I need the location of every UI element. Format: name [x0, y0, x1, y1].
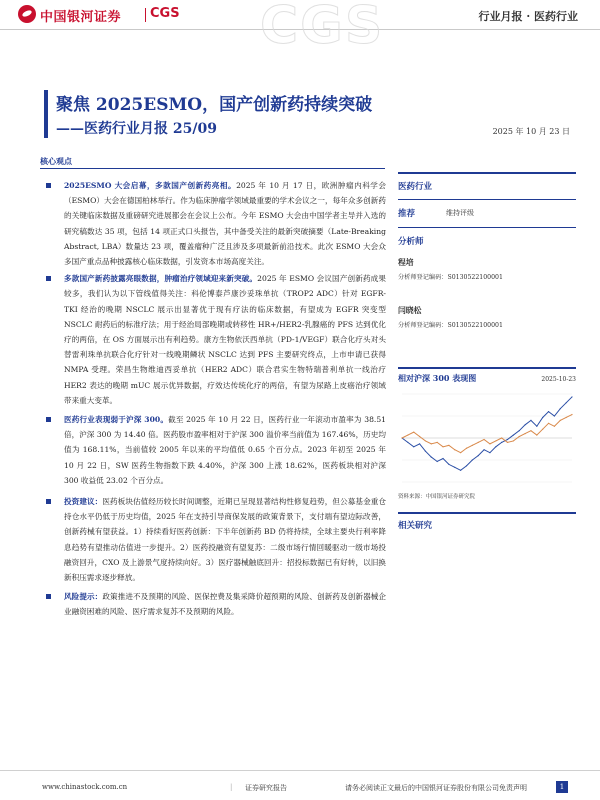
chart-point [431, 443, 432, 444]
chart-point [530, 430, 531, 431]
analyst-name: 程培 [398, 258, 414, 267]
chart-point [431, 456, 432, 457]
main-content [46, 178, 386, 620]
paragraph-esmo [46, 178, 386, 269]
chart-point [530, 420, 531, 421]
page-footer [0, 770, 600, 800]
paragraph-heading: 投资建议： [64, 497, 103, 507]
paragraph-body: 2025 年 ESMO 会议国产创新药成果较多，我们认为以下管线值得关注：科伦博泰芦康沙妥珠单抗（TROP2 ADC）针对 EGFR-TKI 经治的晚期 NSCLC 展示出显著优于现有疗法的临床数据，有望成为 EGFR 突变型 NSCLC 耐药后的标准疗法；用于经治局部晚期或转移性 HR+/HER2-乳腺癌的 PFS 达到优化疗的两倍，在 OS 方面展示出有利趋势。康方生物依沃西单抗（PD-1/VEGF）联合化疗头对头替雷利珠单抗联合化疗针对一线晚期鳞状 NSCLC 达到 PFS 主要研究终点，上市申请已获得 NMPA 受理。荣昌生物维迪西妥单抗（HER2 ADC）联合君实生物特瑞普利单抗一线治疗 HER2 表达的晚期 mUC 展示优异数据，疗效达传统化疗的两倍，有望为尿路上皮癌治疗领域带来重大变革。 [64, 274, 386, 405]
chart-point [554, 415, 555, 416]
paragraph-heading: 2025ESMO 大会启幕，多款国产创新药亮相。 [64, 181, 237, 190]
sidebar-divider [398, 172, 576, 174]
rating-value: 维持评级 [446, 209, 474, 217]
chart-point [466, 448, 467, 449]
footer-disclaimer: 请务必阅读正文最后的中国银河证券股份有限公司免责声明 [345, 784, 527, 792]
chart-point [483, 439, 484, 440]
report-subtitle: ——医药行业月报 25/09 [56, 121, 217, 137]
chart-point [548, 411, 549, 412]
paragraph-heading: 多款国产新药披露亮眼数据，肿瘤治疗领域迎来新突破。 [64, 274, 258, 284]
paragraph-body: 政策推进不及预期的风险、医保控费及集采降价超预期的风险、创新药及创新器械企业融资困难的风险、医疗需求复苏不及预期的风险。 [64, 592, 386, 617]
footer-separator: | [230, 783, 233, 791]
chart-point [460, 452, 461, 453]
chart-point [489, 443, 490, 444]
analyst-label: 分析师 [398, 237, 424, 247]
chart-point [437, 461, 438, 462]
chart-point [542, 429, 543, 430]
chart-series-line [402, 415, 572, 453]
analyst-name: 闫晓松 [398, 306, 422, 315]
chart-point [495, 446, 496, 447]
paragraph-risk [46, 589, 386, 619]
paragraph-body: 医药板块估值经历较长时间调整，近期已呈现显著结构性修复趋势，但公募基金重仓持仓水平仍低于历史均值，2025 年在支持引导商保发展的政策背景下，支付端有望边际改善，创新药械有望获益。1）持续看好医药创新：下半年创新药 BD 仍将持续，全球主要央行利率降息趋势有望推动估值进一步提升。2）医药投融资有望复苏：二级市场行情回暖驱动一级市场投融资回升，CXO 及上游景气度持续向好。3）医疗器械触底回升：招投标数据已有好转，以旧换新积压需求逐步释放。 [64, 497, 386, 583]
chart-point [495, 440, 496, 441]
page-header [0, 0, 600, 56]
analyst-cert: 分析师登记编码：S0130522100001 [398, 322, 503, 329]
chart-point [513, 434, 514, 435]
chart-point [548, 423, 549, 424]
chart-point [448, 464, 449, 465]
chart-point [560, 420, 561, 421]
chart-date: 2025-10-23 [541, 376, 576, 383]
chart-point [519, 430, 520, 431]
chart-point [483, 449, 484, 450]
chart-point [466, 465, 467, 466]
chart-point [513, 440, 514, 441]
chart-point [454, 467, 455, 468]
industry-label: 医药行业 [398, 182, 433, 192]
chart-point [519, 436, 520, 437]
sidebar-divider [398, 227, 576, 228]
chart-point [442, 458, 443, 459]
chart-point [571, 414, 572, 415]
chart-point [478, 442, 479, 443]
paragraph-body: 截至 2025 年 10 月 22 日，医药行业一年滚动市盈率为 38.51 倍，沪深 300 为 14.40 倍。医药股市盈率相对于沪深 300 溢价率当前值为 167.46%，历史均值为 168.11%，当前值较 2005 年以来的平均值低 0.65 个百分点。2023 年初至 2025 年 10 月 22 日，SW 医药生物指数下跌 4.40%，沪深 300 上涨 18.62%，医药板块相对沪深 300 收益低 23.02 个百分点。 [64, 415, 386, 485]
chart-point [437, 442, 438, 443]
chart-point [425, 451, 426, 452]
logo-icon [18, 5, 36, 23]
chart-point [571, 396, 572, 397]
chart-point [419, 443, 420, 444]
chart-point [442, 446, 443, 447]
chart-point [560, 408, 561, 409]
bullet-icon [46, 594, 51, 599]
sidebar-divider [398, 512, 576, 514]
chart-point [566, 402, 567, 403]
chart-point [407, 442, 408, 443]
chart-point [536, 426, 537, 427]
report-date: 2025 年 10 月 23 日 [492, 127, 570, 136]
paragraph-heading: 风险提示： [64, 592, 103, 602]
sidebar-divider [398, 367, 576, 369]
chart-point [448, 445, 449, 446]
chart-point [501, 442, 502, 443]
analyst-cert: 分析师登记编码：S0130522100001 [398, 274, 503, 281]
chart-point [501, 437, 502, 438]
footer-doc-type: 证券研究报告 [245, 784, 287, 792]
chart-series-line [402, 397, 572, 470]
chart-point [460, 470, 461, 471]
paragraph-new-drugs [46, 271, 386, 408]
chart-source: 资料来源：中国银河证券研究院 [398, 494, 476, 500]
chart-point [542, 417, 543, 418]
chart-point [425, 440, 426, 441]
chart-point [419, 436, 420, 437]
chart-point [525, 424, 526, 425]
chart-title: 相对沪深 300 表现图 [398, 373, 477, 383]
chart-point [413, 432, 414, 433]
footer-url[interactable]: www.chinastock.com.cn [42, 783, 128, 791]
brand-name: 中国银河证券 [40, 10, 122, 25]
report-title: 聚焦 2025ESMO，国产创新药持续突破 [56, 95, 373, 115]
bullet-icon [46, 276, 51, 281]
paragraph-body: 2025 年 10 月 17 日，欧洲肿瘤内科学会（ESMO）大会在德国柏林举行。作为临床肿瘤学领域最重要的学术会议之一，每年众多创新药的关键临床数据及重磅研究进展都会在会议上公布。今年 ESMO 大会由中国学者主导并入选的研究稿数达 35 项，包括 14 项正式口头报告，其中备受关注的最新突破摘要（Late-Breaking Abstract, LBA）数量达 23 项，覆盖瘤种广泛且涉及多项最新前沿技术。此次 ESMO 大会众多国产重点品种披露核心临床数据，引发资本市场高度关注。 [64, 181, 386, 267]
chart-point [566, 417, 567, 418]
chart-header [398, 373, 576, 384]
chart-point [554, 426, 555, 427]
chart-point [536, 434, 537, 435]
section-divider [40, 168, 385, 169]
paragraph-heading: 医药行业表现弱于沪深 300。 [64, 415, 169, 425]
chart-point [407, 434, 408, 435]
chart-point [507, 439, 508, 440]
chart-point [525, 433, 526, 434]
rating-row [398, 207, 576, 219]
sidebar-divider [398, 199, 576, 200]
bullet-icon [46, 499, 51, 504]
watermark: CGS [260, 0, 385, 56]
paragraph-performance [46, 412, 386, 488]
title-accent-bar [44, 90, 48, 138]
relative-performance-chart [398, 388, 576, 488]
rating-label: 推荐 [398, 209, 416, 219]
chart-point [478, 455, 479, 456]
report-category: 行业月报 · 医药行业 [478, 10, 578, 23]
chart-point [454, 449, 455, 450]
section-label: 核心观点 [40, 156, 72, 166]
brand-divider [145, 8, 146, 22]
chart-point [507, 442, 508, 443]
chart-point [472, 445, 473, 446]
chart-point [401, 437, 402, 438]
bullet-icon [46, 417, 51, 422]
chart-point [413, 446, 414, 447]
page-number: 1 [556, 781, 568, 793]
brand-abbr: CGS [150, 6, 180, 21]
chart-point [489, 452, 490, 453]
chart-point [472, 459, 473, 460]
paragraph-investment [46, 494, 386, 585]
related-research-label: 相关研究 [398, 521, 433, 531]
bullet-icon [46, 183, 51, 188]
sidebar [398, 172, 576, 531]
